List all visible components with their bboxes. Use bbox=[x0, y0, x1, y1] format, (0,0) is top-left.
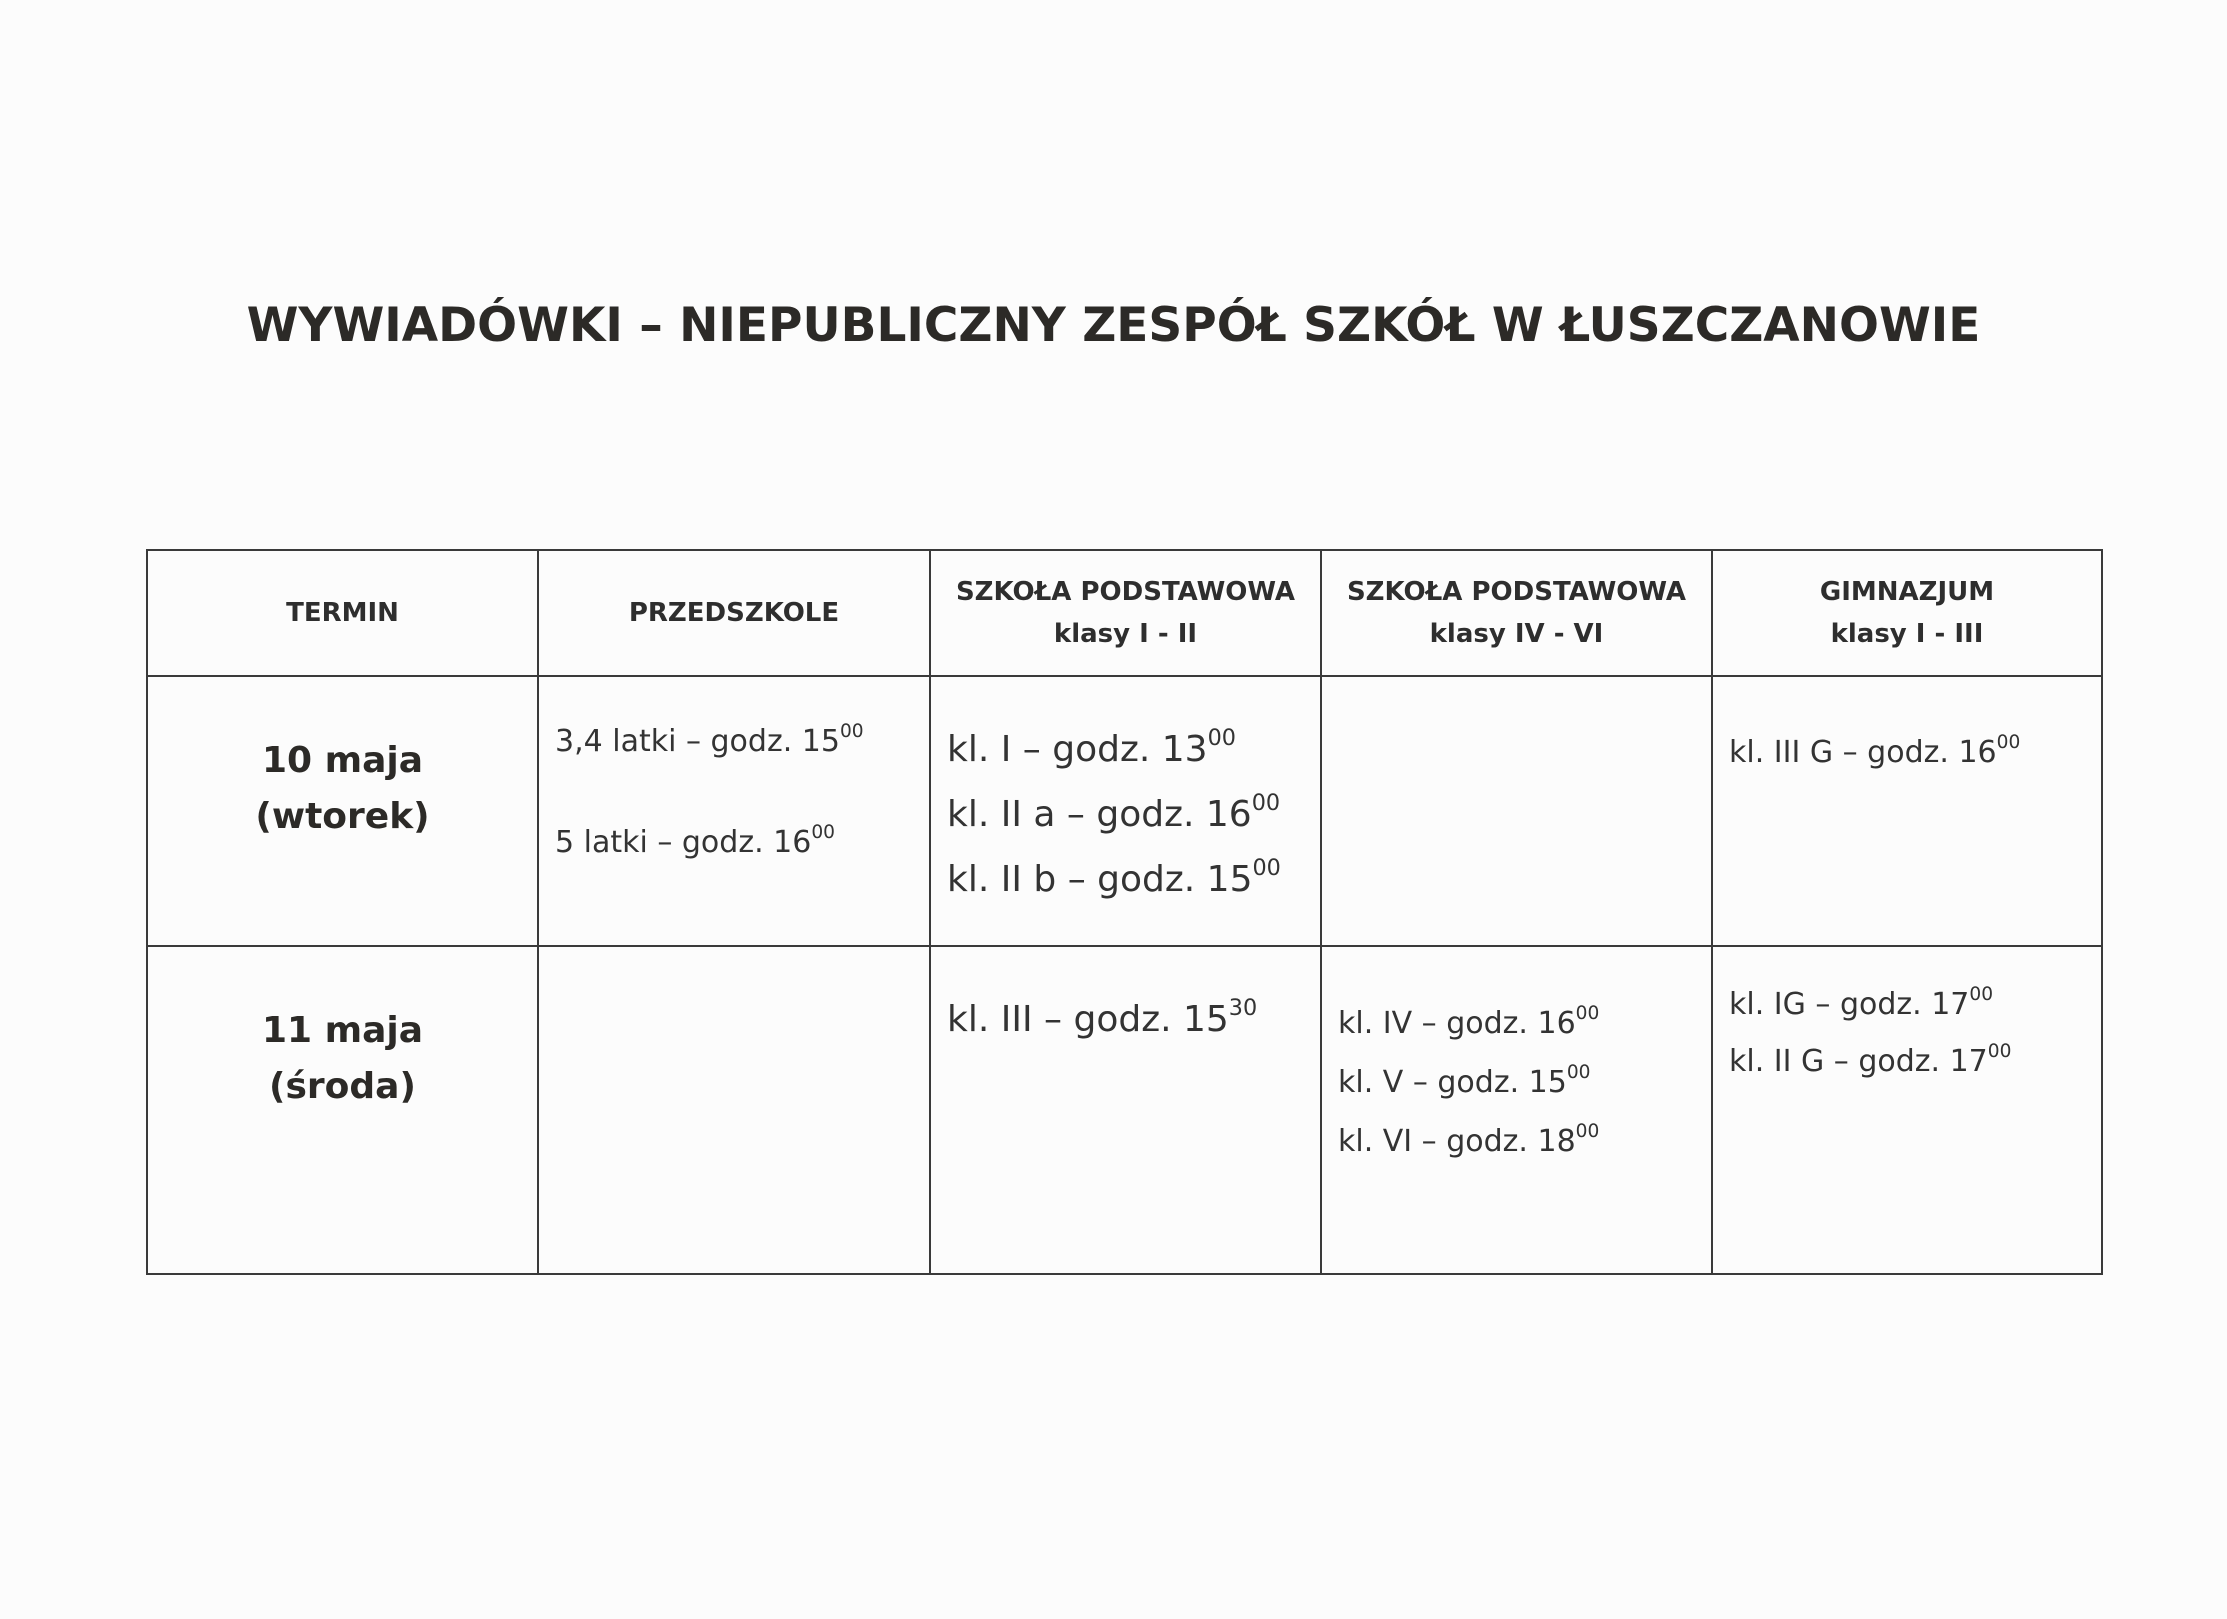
entry-minutes: 00 bbox=[1575, 1121, 1600, 1143]
entry-text: kl. III – godz. 15 bbox=[947, 999, 1229, 1040]
entry-minutes: 00 bbox=[1996, 732, 2021, 754]
entry-text: 5 latki – godz. 16 bbox=[555, 825, 812, 860]
schedule-entry bbox=[1729, 973, 2101, 1030]
header-sublabel: klasy I - II bbox=[1053, 619, 1198, 649]
term-cell bbox=[147, 676, 538, 946]
entry-text: kl. II a – godz. 16 bbox=[947, 794, 1252, 835]
entry-text: kl. III G – godz. 16 bbox=[1729, 735, 1997, 770]
page-title: WYWIADÓWKI – NIEPUBLICZNY ZESPÓŁ SZKÓŁ W ŁUSZCZANOWIE bbox=[246, 298, 1981, 353]
term-cell bbox=[147, 946, 538, 1274]
entry-minutes: 00 bbox=[839, 721, 864, 743]
schedule-entry bbox=[555, 715, 929, 762]
schedule-entry bbox=[947, 778, 1320, 843]
entry-text: kl. V – godz. 15 bbox=[1338, 1065, 1567, 1100]
gimnazjum-cell bbox=[1712, 946, 2102, 1274]
sp-1-2-cell bbox=[930, 676, 1321, 946]
entry-minutes: 30 bbox=[1228, 994, 1258, 1021]
entry-text: kl. IV – godz. 16 bbox=[1338, 1006, 1576, 1041]
entry-text: kl. VI – godz. 18 bbox=[1338, 1124, 1576, 1159]
schedule-entry bbox=[1338, 1050, 1711, 1109]
entry-minutes: 00 bbox=[1252, 854, 1281, 881]
table-row bbox=[147, 676, 2102, 946]
header-label: SZKOŁA PODSTAWOWA bbox=[955, 577, 1296, 607]
entry-text: 3,4 latki – godz. 15 bbox=[555, 724, 840, 759]
header-label: PRZEDSZKOLE bbox=[628, 598, 840, 628]
header-label: GIMNAZJUM bbox=[1819, 577, 1995, 607]
schedule-entry bbox=[947, 843, 1320, 908]
gimnazjum-cell bbox=[1712, 676, 2102, 946]
sp-1-2-cell bbox=[930, 946, 1321, 1274]
schedule-entry bbox=[1338, 991, 1711, 1050]
term-date: 11 maja bbox=[261, 1010, 424, 1051]
table-row bbox=[147, 946, 2102, 1274]
header-termin bbox=[147, 550, 538, 676]
entry-minutes: 00 bbox=[811, 822, 835, 844]
header-sublabel: klasy IV - VI bbox=[1429, 619, 1604, 649]
entry-minutes: 00 bbox=[1566, 1062, 1591, 1084]
schedule-entry bbox=[555, 816, 929, 863]
schedule-entry bbox=[947, 713, 1320, 778]
header-sublabel: klasy I - III bbox=[1830, 619, 1984, 649]
header-szkola-podstawowa-4-6 bbox=[1321, 550, 1712, 676]
header-przedszkole bbox=[538, 550, 930, 676]
entry-text: kl. IG – godz. 17 bbox=[1729, 987, 1970, 1022]
przedszkole-cell bbox=[538, 676, 930, 946]
entry-minutes: 00 bbox=[1575, 1003, 1600, 1025]
sp-4-6-cell bbox=[1321, 676, 1712, 946]
sp-4-6-cell bbox=[1321, 946, 1712, 1274]
schedule-entry bbox=[1729, 721, 2101, 778]
entry-minutes: 00 bbox=[1987, 1041, 2012, 1063]
header-gimnazjum bbox=[1712, 550, 2102, 676]
header-szkola-podstawowa-1-2 bbox=[930, 550, 1321, 676]
entry-text: kl. II G – godz. 17 bbox=[1729, 1044, 1988, 1079]
entry-minutes: 00 bbox=[1969, 984, 1994, 1006]
schedule-table bbox=[146, 549, 2103, 1275]
header-label: SZKOŁA PODSTAWOWA bbox=[1346, 577, 1687, 607]
header-row bbox=[147, 550, 2102, 676]
entry-minutes: 00 bbox=[1251, 789, 1281, 816]
schedule-entry bbox=[1729, 1030, 2101, 1087]
schedule-entry bbox=[1338, 1109, 1711, 1168]
schedule-entry bbox=[947, 983, 1320, 1048]
entry-text: kl. II b – godz. 15 bbox=[947, 859, 1253, 900]
term-date: 10 maja bbox=[261, 740, 424, 781]
term-day: (wtorek) bbox=[255, 796, 430, 837]
term-day: (środa) bbox=[269, 1066, 416, 1107]
entry-minutes: 00 bbox=[1207, 724, 1236, 751]
przedszkole-cell bbox=[538, 946, 930, 1274]
entry-text: kl. I – godz. 13 bbox=[947, 729, 1208, 770]
header-label: TERMIN bbox=[286, 598, 399, 628]
